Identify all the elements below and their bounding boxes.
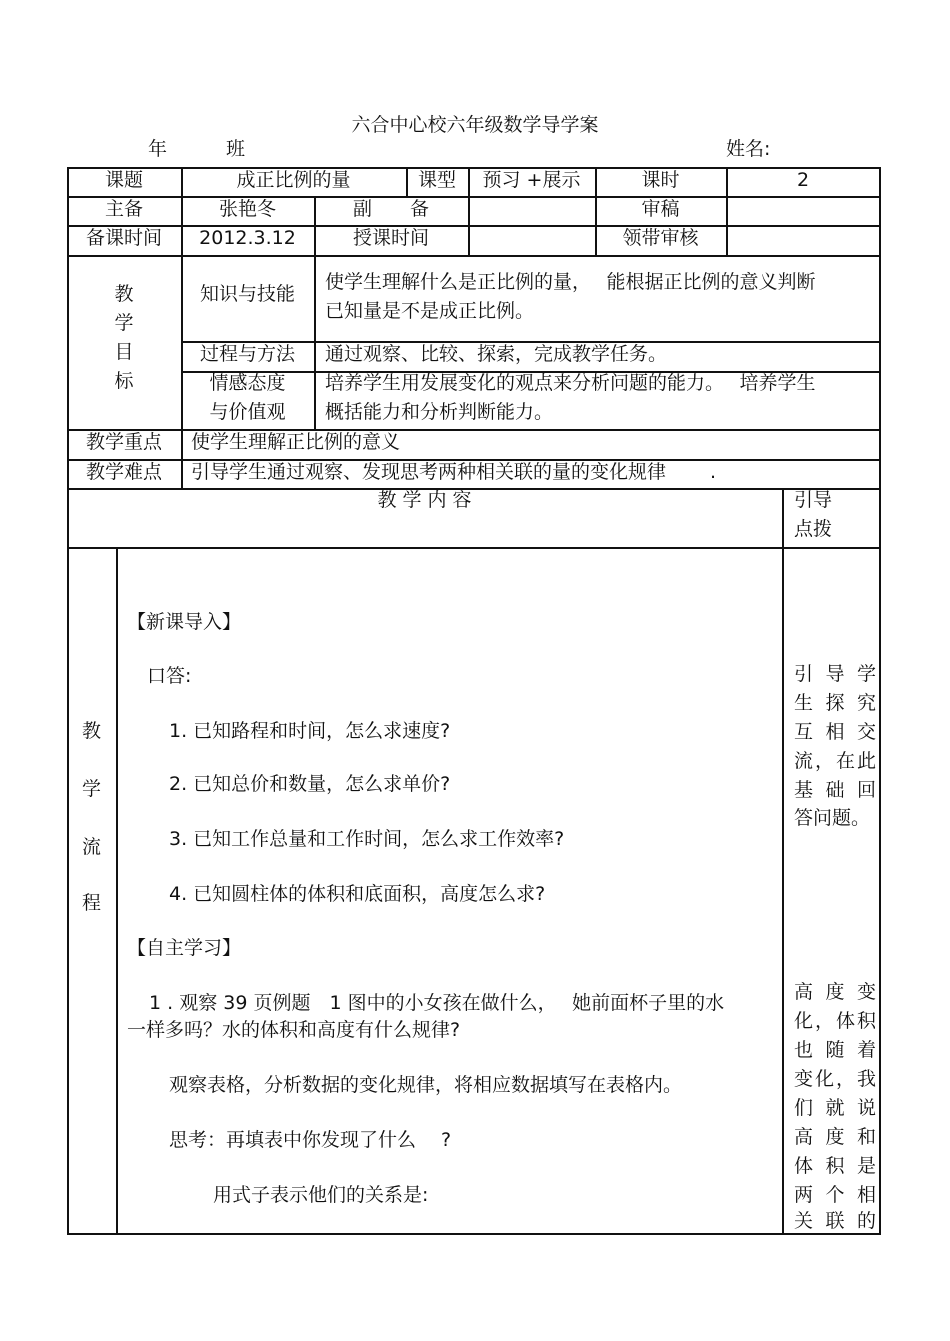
process-label: 过程与方法 <box>199 343 295 365</box>
prep-time-label: 备课时间 <box>85 227 162 249</box>
key-point-text: 使学生理解正比例的意义 <box>191 431 401 453</box>
guide-tip-line: 高 度 变 <box>794 981 876 1003</box>
emotion-text: 概括能力和分析判断能力。 <box>325 401 554 423</box>
guide-tip-line: 们 就 说 <box>794 1097 876 1119</box>
main-prep-value: 张艳冬 <box>218 198 276 220</box>
page-title: 六合中心校六年级数学导学案 <box>351 114 599 136</box>
flow-label-char: 学 <box>81 778 101 800</box>
knowledge-label: 知识与技能 <box>199 283 295 305</box>
observe-text: 1 . 观察 39 页例题 1 图中的小女孩在做什么， 她前面杯子里的水 <box>149 992 725 1014</box>
content-header: 教 学 内 容 <box>377 489 472 511</box>
intro-heading: 【新课导入】 <box>127 611 242 633</box>
guide-header: 点拨 <box>794 518 833 540</box>
name-label: 姓名: <box>726 138 771 160</box>
guide-tip-line: 生 探 究 <box>794 692 876 714</box>
question-item: 1. 已知路程和时间，怎么求速度? <box>169 720 451 742</box>
difficulty-label: 教学难点 <box>85 461 162 483</box>
leader-review-label: 领带审核 <box>622 227 699 249</box>
goals-label-char: 教 <box>114 283 134 305</box>
lecture-time-label: 授课时间 <box>352 227 429 249</box>
goals-label-char: 标 <box>114 370 134 392</box>
goals-label-char: 学 <box>114 312 134 334</box>
topic-value: 成正比例的量 <box>236 169 351 191</box>
table-rule <box>67 255 880 257</box>
table-rule <box>67 429 880 431</box>
type-value: 预习 +展示 <box>482 169 581 191</box>
topic-label: 课题 <box>104 169 143 191</box>
question-item: 2. 已知总价和数量，怎么求单价? <box>169 773 451 795</box>
emotion-label: 情感态度 <box>209 372 286 394</box>
vice-prep-label: 副 备 <box>352 198 429 220</box>
hours-value: 2 <box>796 169 810 191</box>
think-prompt: 思考：再填表中你发现了什么 ? <box>169 1129 452 1151</box>
table-rule <box>67 547 880 549</box>
main-prep-label: 主备 <box>104 198 143 220</box>
knowledge-text: 使学生理解什么是正比例的量， 能根据正比例的意义判断 <box>325 271 816 293</box>
guide-tip-line: 互 相 交 <box>794 721 876 743</box>
question-item: 3. 已知工作总量和工作时间，怎么求工作效率? <box>169 828 565 850</box>
guide-header: 引导 <box>794 489 833 511</box>
self-study-heading: 【自主学习】 <box>127 937 242 959</box>
guide-tip-line: 高 度 和 <box>794 1126 876 1148</box>
guide-tip-line: 两 个 相 <box>794 1184 876 1206</box>
review-label: 审稿 <box>641 198 680 220</box>
type-label: 课型 <box>417 169 456 191</box>
guide-tip-line: 体 积 是 <box>794 1155 876 1177</box>
question-item: 4. 已知圆柱体的体积和底面积，高度怎么求? <box>169 883 546 905</box>
prep-time-value: 2012.3.12 <box>199 227 296 249</box>
guide-tip-line: 引 导 学 <box>794 663 876 685</box>
guide-tip-line: 变化，我 <box>794 1068 876 1090</box>
table-instruction: 观察表格，分析数据的变化规律，将相应数据填写在表格内。 <box>169 1074 683 1096</box>
emotion-text: 培养学生用发展变化的观点来分析问题的能力。 培养学生 <box>325 372 816 394</box>
observe-text: 一样多吗？水的体积和高度有什么规律? <box>127 1019 461 1041</box>
oral-label: 口答: <box>147 665 192 687</box>
guide-tip-line: 也 随 着 <box>794 1039 876 1061</box>
difficulty-text: 引导学生通过观察、发现思考两种相关联的量的变化规律 . <box>191 461 717 483</box>
goals-label-char: 目 <box>114 341 134 363</box>
table-rule <box>314 255 316 429</box>
lesson-plan-table <box>67 167 880 1235</box>
year-label: 年 <box>148 138 168 160</box>
table-rule <box>67 1233 880 1235</box>
table-rule <box>782 488 784 1235</box>
key-point-label: 教学重点 <box>85 431 162 453</box>
hours-label: 课时 <box>641 169 680 191</box>
table-rule <box>879 167 881 1235</box>
formula-prompt: 用式子表示他们的关系是: <box>213 1184 429 1206</box>
flow-label-char: 教 <box>81 720 101 742</box>
class-label: 班 <box>226 138 246 160</box>
flow-label-char: 程 <box>81 892 101 914</box>
guide-tip-line: 流，在此 <box>794 750 876 772</box>
guide-tip-line: 化，体积 <box>794 1010 876 1032</box>
guide-tip-line: 关 联 的 <box>794 1210 876 1232</box>
flow-label-char: 流 <box>81 836 101 858</box>
table-rule <box>116 547 118 1235</box>
knowledge-text: 已知量是不是成正比例。 <box>325 300 535 322</box>
guide-tip-line: 基 础 回 <box>794 779 876 801</box>
process-text: 通过观察、比较、探索，完成教学任务。 <box>325 343 668 365</box>
emotion-label: 与价值观 <box>209 401 286 423</box>
guide-tip-line: 答问题。 <box>794 807 871 829</box>
